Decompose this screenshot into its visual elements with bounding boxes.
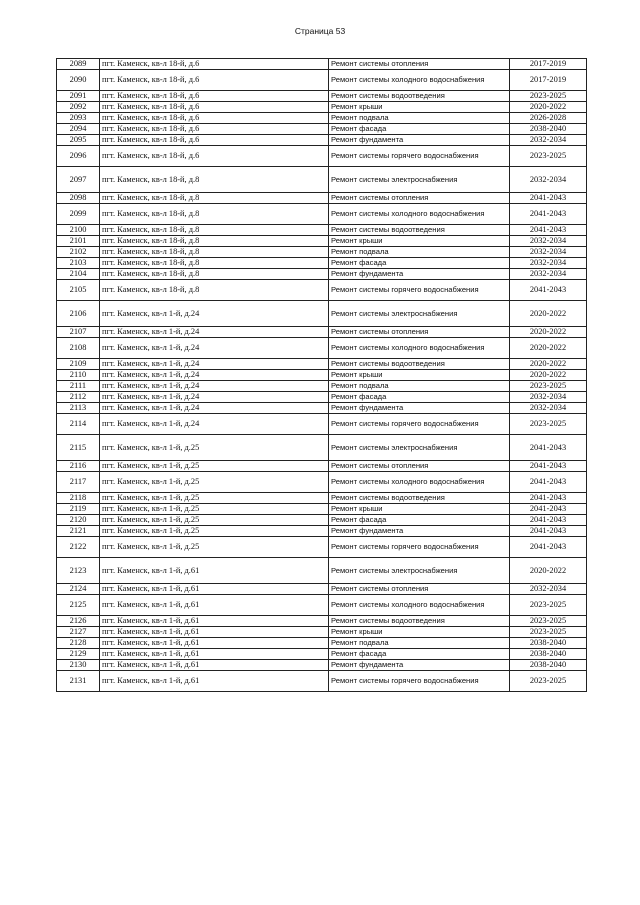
work-type-cell: Ремонт системы горячего водоснабжения bbox=[329, 671, 510, 692]
work-type-cell: Ремонт системы холодного водоснабжения bbox=[329, 204, 510, 225]
work-type-cell: Ремонт системы холодного водоснабжения bbox=[329, 338, 510, 359]
work-type-cell: Ремонт системы холодного водоснабжения bbox=[329, 70, 510, 91]
table-row bbox=[57, 649, 587, 660]
row-number-cell: 2097 bbox=[57, 167, 100, 193]
table-row bbox=[57, 435, 587, 461]
period-cell: 2023-2025 bbox=[510, 414, 587, 435]
table-row bbox=[57, 595, 587, 616]
address-cell: пгт. Каменск, кв-л 18-й, д.6 bbox=[100, 135, 329, 146]
work-type-cell: Ремонт системы отопления bbox=[329, 327, 510, 338]
table-row bbox=[57, 414, 587, 435]
work-type-cell: Ремонт системы отопления bbox=[329, 461, 510, 472]
address-cell: пгт. Каменск, кв-л 18-й, д.8 bbox=[100, 269, 329, 280]
period-cell: 2041-2043 bbox=[510, 526, 587, 537]
work-type-cell: Ремонт системы холодного водоснабжения bbox=[329, 472, 510, 493]
work-type-cell: Ремонт подвала bbox=[329, 381, 510, 392]
work-type-cell: Ремонт системы водоотведения bbox=[329, 493, 510, 504]
work-type-cell: Ремонт фасада bbox=[329, 515, 510, 526]
address-cell: пгт. Каменск, кв-л 18-й, д.8 bbox=[100, 247, 329, 258]
period-cell: 2020-2022 bbox=[510, 370, 587, 381]
table-row bbox=[57, 280, 587, 301]
period-cell: 2023-2025 bbox=[510, 91, 587, 102]
row-number-cell: 2107 bbox=[57, 327, 100, 338]
row-number-cell: 2113 bbox=[57, 403, 100, 414]
table-row bbox=[57, 135, 587, 146]
row-number-cell: 2130 bbox=[57, 660, 100, 671]
row-number-cell: 2094 bbox=[57, 124, 100, 135]
table-row bbox=[57, 627, 587, 638]
address-cell: пгт. Каменск, кв-л 1-й, д.61 bbox=[100, 595, 329, 616]
table-row bbox=[57, 493, 587, 504]
table-row bbox=[57, 526, 587, 537]
address-cell: пгт. Каменск, кв-л 1-й, д.24 bbox=[100, 327, 329, 338]
work-type-cell: Ремонт фасада bbox=[329, 258, 510, 269]
period-cell: 2023-2025 bbox=[510, 616, 587, 627]
period-cell: 2041-2043 bbox=[510, 225, 587, 236]
row-number-cell: 2123 bbox=[57, 558, 100, 584]
row-number-cell: 2119 bbox=[57, 504, 100, 515]
row-number-cell: 2105 bbox=[57, 280, 100, 301]
table-row bbox=[57, 403, 587, 414]
work-type-cell: Ремонт системы горячего водоснабжения bbox=[329, 280, 510, 301]
table-row bbox=[57, 461, 587, 472]
table-row bbox=[57, 269, 587, 280]
table-row bbox=[57, 247, 587, 258]
table-row bbox=[57, 558, 587, 584]
row-number-cell: 2111 bbox=[57, 381, 100, 392]
address-cell: пгт. Каменск, кв-л 1-й, д.24 bbox=[100, 392, 329, 403]
work-type-cell: Ремонт системы горячего водоснабжения bbox=[329, 537, 510, 558]
row-number-cell: 2102 bbox=[57, 247, 100, 258]
row-number-cell: 2100 bbox=[57, 225, 100, 236]
page-header: Страница 53 bbox=[294, 26, 346, 36]
address-cell: пгт. Каменск, кв-л 18-й, д.6 bbox=[100, 113, 329, 124]
table-row bbox=[57, 124, 587, 135]
address-cell: пгт. Каменск, кв-л 1-й, д.61 bbox=[100, 627, 329, 638]
period-cell: 2032-2034 bbox=[510, 584, 587, 595]
period-cell: 2032-2034 bbox=[510, 247, 587, 258]
work-type-cell: Ремонт фасада bbox=[329, 649, 510, 660]
period-cell: 2038-2040 bbox=[510, 638, 587, 649]
period-cell: 2026-2028 bbox=[510, 113, 587, 124]
address-cell: пгт. Каменск, кв-л 1-й, д.61 bbox=[100, 638, 329, 649]
period-cell: 2020-2022 bbox=[510, 338, 587, 359]
row-number-cell: 2129 bbox=[57, 649, 100, 660]
address-cell: пгт. Каменск, кв-л 1-й, д.24 bbox=[100, 370, 329, 381]
work-type-cell: Ремонт подвала bbox=[329, 638, 510, 649]
address-cell: пгт. Каменск, кв-л 18-й, д.6 bbox=[100, 59, 329, 70]
row-number-cell: 2131 bbox=[57, 671, 100, 692]
period-cell: 2041-2043 bbox=[510, 515, 587, 526]
period-cell: 2032-2034 bbox=[510, 236, 587, 247]
address-cell: пгт. Каменск, кв-л 18-й, д.8 bbox=[100, 280, 329, 301]
row-number-cell: 2098 bbox=[57, 193, 100, 204]
row-number-cell: 2128 bbox=[57, 638, 100, 649]
row-number-cell: 2104 bbox=[57, 269, 100, 280]
work-type-cell: Ремонт системы водоотведения bbox=[329, 225, 510, 236]
work-type-cell: Ремонт системы водоотведения bbox=[329, 616, 510, 627]
work-type-cell: Ремонт системы горячего водоснабжения bbox=[329, 146, 510, 167]
work-type-cell: Ремонт крыши bbox=[329, 102, 510, 113]
work-type-cell: Ремонт системы водоотведения bbox=[329, 91, 510, 102]
address-cell: пгт. Каменск, кв-л 1-й, д.25 bbox=[100, 526, 329, 537]
row-number-cell: 2108 bbox=[57, 338, 100, 359]
table-row bbox=[57, 537, 587, 558]
work-type-cell: Ремонт подвала bbox=[329, 247, 510, 258]
work-type-cell: Ремонт фундамента bbox=[329, 269, 510, 280]
address-cell: пгт. Каменск, кв-л 1-й, д.25 bbox=[100, 461, 329, 472]
table-body bbox=[57, 59, 587, 692]
period-cell: 2041-2043 bbox=[510, 461, 587, 472]
period-cell: 2041-2043 bbox=[510, 280, 587, 301]
table-row bbox=[57, 225, 587, 236]
address-cell: пгт. Каменск, кв-л 18-й, д.8 bbox=[100, 225, 329, 236]
table-row bbox=[57, 370, 587, 381]
address-cell: пгт. Каменск, кв-л 1-й, д.25 bbox=[100, 472, 329, 493]
table-row bbox=[57, 327, 587, 338]
address-cell: пгт. Каменск, кв-л 1-й, д.61 bbox=[100, 584, 329, 595]
table-row bbox=[57, 359, 587, 370]
work-type-cell: Ремонт системы водоотведения bbox=[329, 359, 510, 370]
work-type-cell: Ремонт системы отопления bbox=[329, 584, 510, 595]
table-row bbox=[57, 167, 587, 193]
period-cell: 2041-2043 bbox=[510, 435, 587, 461]
row-number-cell: 2115 bbox=[57, 435, 100, 461]
address-cell: пгт. Каменск, кв-л 1-й, д.61 bbox=[100, 660, 329, 671]
table-row bbox=[57, 584, 587, 595]
work-type-cell: Ремонт фасада bbox=[329, 392, 510, 403]
address-cell: пгт. Каменск, кв-л 18-й, д.6 bbox=[100, 146, 329, 167]
period-cell: 2023-2025 bbox=[510, 381, 587, 392]
work-type-cell: Ремонт подвала bbox=[329, 113, 510, 124]
table-row bbox=[57, 258, 587, 269]
period-cell: 2017-2019 bbox=[510, 59, 587, 70]
table-row bbox=[57, 338, 587, 359]
period-cell: 2041-2043 bbox=[510, 204, 587, 225]
address-cell: пгт. Каменск, кв-л 18-й, д.6 bbox=[100, 91, 329, 102]
work-type-cell: Ремонт фундамента bbox=[329, 660, 510, 671]
address-cell: пгт. Каменск, кв-л 1-й, д.25 bbox=[100, 504, 329, 515]
row-number-cell: 2101 bbox=[57, 236, 100, 247]
period-cell: 2032-2034 bbox=[510, 135, 587, 146]
period-cell: 2032-2034 bbox=[510, 392, 587, 403]
table-row bbox=[57, 236, 587, 247]
address-cell: пгт. Каменск, кв-л 1-й, д.24 bbox=[100, 403, 329, 414]
table-row bbox=[57, 301, 587, 327]
row-number-cell: 2109 bbox=[57, 359, 100, 370]
address-cell: пгт. Каменск, кв-л 18-й, д.8 bbox=[100, 204, 329, 225]
period-cell: 2041-2043 bbox=[510, 504, 587, 515]
row-number-cell: 2106 bbox=[57, 301, 100, 327]
row-number-cell: 2112 bbox=[57, 392, 100, 403]
period-cell: 2041-2043 bbox=[510, 472, 587, 493]
address-cell: пгт. Каменск, кв-л 1-й, д.25 bbox=[100, 515, 329, 526]
row-number-cell: 2126 bbox=[57, 616, 100, 627]
period-cell: 2032-2034 bbox=[510, 167, 587, 193]
address-cell: пгт. Каменск, кв-л 18-й, д.8 bbox=[100, 193, 329, 204]
period-cell: 2032-2034 bbox=[510, 258, 587, 269]
address-cell: пгт. Каменск, кв-л 18-й, д.8 bbox=[100, 167, 329, 193]
table-row bbox=[57, 638, 587, 649]
address-cell: пгт. Каменск, кв-л 1-й, д.25 bbox=[100, 435, 329, 461]
period-cell: 2020-2022 bbox=[510, 102, 587, 113]
work-type-cell: Ремонт фундамента bbox=[329, 135, 510, 146]
table-row bbox=[57, 204, 587, 225]
repair-schedule-table bbox=[56, 58, 587, 692]
address-cell: пгт. Каменск, кв-л 18-й, д.6 bbox=[100, 124, 329, 135]
table-row bbox=[57, 515, 587, 526]
row-number-cell: 2116 bbox=[57, 461, 100, 472]
address-cell: пгт. Каменск, кв-л 1-й, д.61 bbox=[100, 616, 329, 627]
table-row bbox=[57, 616, 587, 627]
work-type-cell: Ремонт системы отопления bbox=[329, 59, 510, 70]
row-number-cell: 2124 bbox=[57, 584, 100, 595]
row-number-cell: 2092 bbox=[57, 102, 100, 113]
period-cell: 2020-2022 bbox=[510, 327, 587, 338]
table-row bbox=[57, 59, 587, 70]
period-cell: 2032-2034 bbox=[510, 403, 587, 414]
table-row bbox=[57, 381, 587, 392]
period-cell: 2041-2043 bbox=[510, 537, 587, 558]
period-cell: 2032-2034 bbox=[510, 269, 587, 280]
row-number-cell: 2099 bbox=[57, 204, 100, 225]
row-number-cell: 2091 bbox=[57, 91, 100, 102]
table-row bbox=[57, 146, 587, 167]
row-number-cell: 2125 bbox=[57, 595, 100, 616]
row-number-cell: 2090 bbox=[57, 70, 100, 91]
work-type-cell: Ремонт крыши bbox=[329, 627, 510, 638]
row-number-cell: 2093 bbox=[57, 113, 100, 124]
period-cell: 2023-2025 bbox=[510, 627, 587, 638]
work-type-cell: Ремонт фундамента bbox=[329, 403, 510, 414]
row-number-cell: 2089 bbox=[57, 59, 100, 70]
table-row bbox=[57, 472, 587, 493]
table-row bbox=[57, 113, 587, 124]
address-cell: пгт. Каменск, кв-л 1-й, д.24 bbox=[100, 359, 329, 370]
row-number-cell: 2122 bbox=[57, 537, 100, 558]
table-row bbox=[57, 70, 587, 91]
period-cell: 2023-2025 bbox=[510, 595, 587, 616]
work-type-cell: Ремонт системы электроснабжения bbox=[329, 167, 510, 193]
address-cell: пгт. Каменск, кв-л 18-й, д.6 bbox=[100, 70, 329, 91]
work-type-cell: Ремонт системы электроснабжения bbox=[329, 301, 510, 327]
address-cell: пгт. Каменск, кв-л 1-й, д.61 bbox=[100, 671, 329, 692]
work-type-cell: Ремонт крыши bbox=[329, 504, 510, 515]
address-cell: пгт. Каменск, кв-л 18-й, д.8 bbox=[100, 258, 329, 269]
row-number-cell: 2114 bbox=[57, 414, 100, 435]
address-cell: пгт. Каменск, кв-л 1-й, д.24 bbox=[100, 414, 329, 435]
row-number-cell: 2096 bbox=[57, 146, 100, 167]
work-type-cell: Ремонт системы отопления bbox=[329, 193, 510, 204]
table-row bbox=[57, 671, 587, 692]
address-cell: пгт. Каменск, кв-л 1-й, д.61 bbox=[100, 649, 329, 660]
period-cell: 2020-2022 bbox=[510, 301, 587, 327]
row-number-cell: 2127 bbox=[57, 627, 100, 638]
address-cell: пгт. Каменск, кв-л 1-й, д.24 bbox=[100, 381, 329, 392]
table-row bbox=[57, 102, 587, 113]
period-cell: 2023-2025 bbox=[510, 671, 587, 692]
row-number-cell: 2120 bbox=[57, 515, 100, 526]
work-type-cell: Ремонт системы горячего водоснабжения bbox=[329, 414, 510, 435]
period-cell: 2041-2043 bbox=[510, 193, 587, 204]
address-cell: пгт. Каменск, кв-л 18-й, д.8 bbox=[100, 236, 329, 247]
address-cell: пгт. Каменск, кв-л 1-й, д.61 bbox=[100, 558, 329, 584]
period-cell: 2020-2022 bbox=[510, 359, 587, 370]
table-row bbox=[57, 504, 587, 515]
period-cell: 2038-2040 bbox=[510, 660, 587, 671]
address-cell: пгт. Каменск, кв-л 1-й, д.24 bbox=[100, 301, 329, 327]
table-row bbox=[57, 660, 587, 671]
work-type-cell: Ремонт крыши bbox=[329, 236, 510, 247]
row-number-cell: 2095 bbox=[57, 135, 100, 146]
period-cell: 2038-2040 bbox=[510, 649, 587, 660]
period-cell: 2023-2025 bbox=[510, 146, 587, 167]
work-type-cell: Ремонт фундамента bbox=[329, 526, 510, 537]
work-type-cell: Ремонт крыши bbox=[329, 370, 510, 381]
address-cell: пгт. Каменск, кв-л 18-й, д.6 bbox=[100, 102, 329, 113]
period-cell: 2038-2040 bbox=[510, 124, 587, 135]
row-number-cell: 2110 bbox=[57, 370, 100, 381]
address-cell: пгт. Каменск, кв-л 1-й, д.25 bbox=[100, 537, 329, 558]
row-number-cell: 2103 bbox=[57, 258, 100, 269]
row-number-cell: 2121 bbox=[57, 526, 100, 537]
table-row bbox=[57, 392, 587, 403]
address-cell: пгт. Каменск, кв-л 1-й, д.25 bbox=[100, 493, 329, 504]
address-cell: пгт. Каменск, кв-л 1-й, д.24 bbox=[100, 338, 329, 359]
work-type-cell: Ремонт системы электроснабжения bbox=[329, 558, 510, 584]
table-row bbox=[57, 91, 587, 102]
period-cell: 2020-2022 bbox=[510, 558, 587, 584]
row-number-cell: 2118 bbox=[57, 493, 100, 504]
period-cell: 2041-2043 bbox=[510, 493, 587, 504]
row-number-cell: 2117 bbox=[57, 472, 100, 493]
work-type-cell: Ремонт фасада bbox=[329, 124, 510, 135]
period-cell: 2017-2019 bbox=[510, 70, 587, 91]
work-type-cell: Ремонт системы холодного водоснабжения bbox=[329, 595, 510, 616]
table-row bbox=[57, 193, 587, 204]
work-type-cell: Ремонт системы электроснабжения bbox=[329, 435, 510, 461]
